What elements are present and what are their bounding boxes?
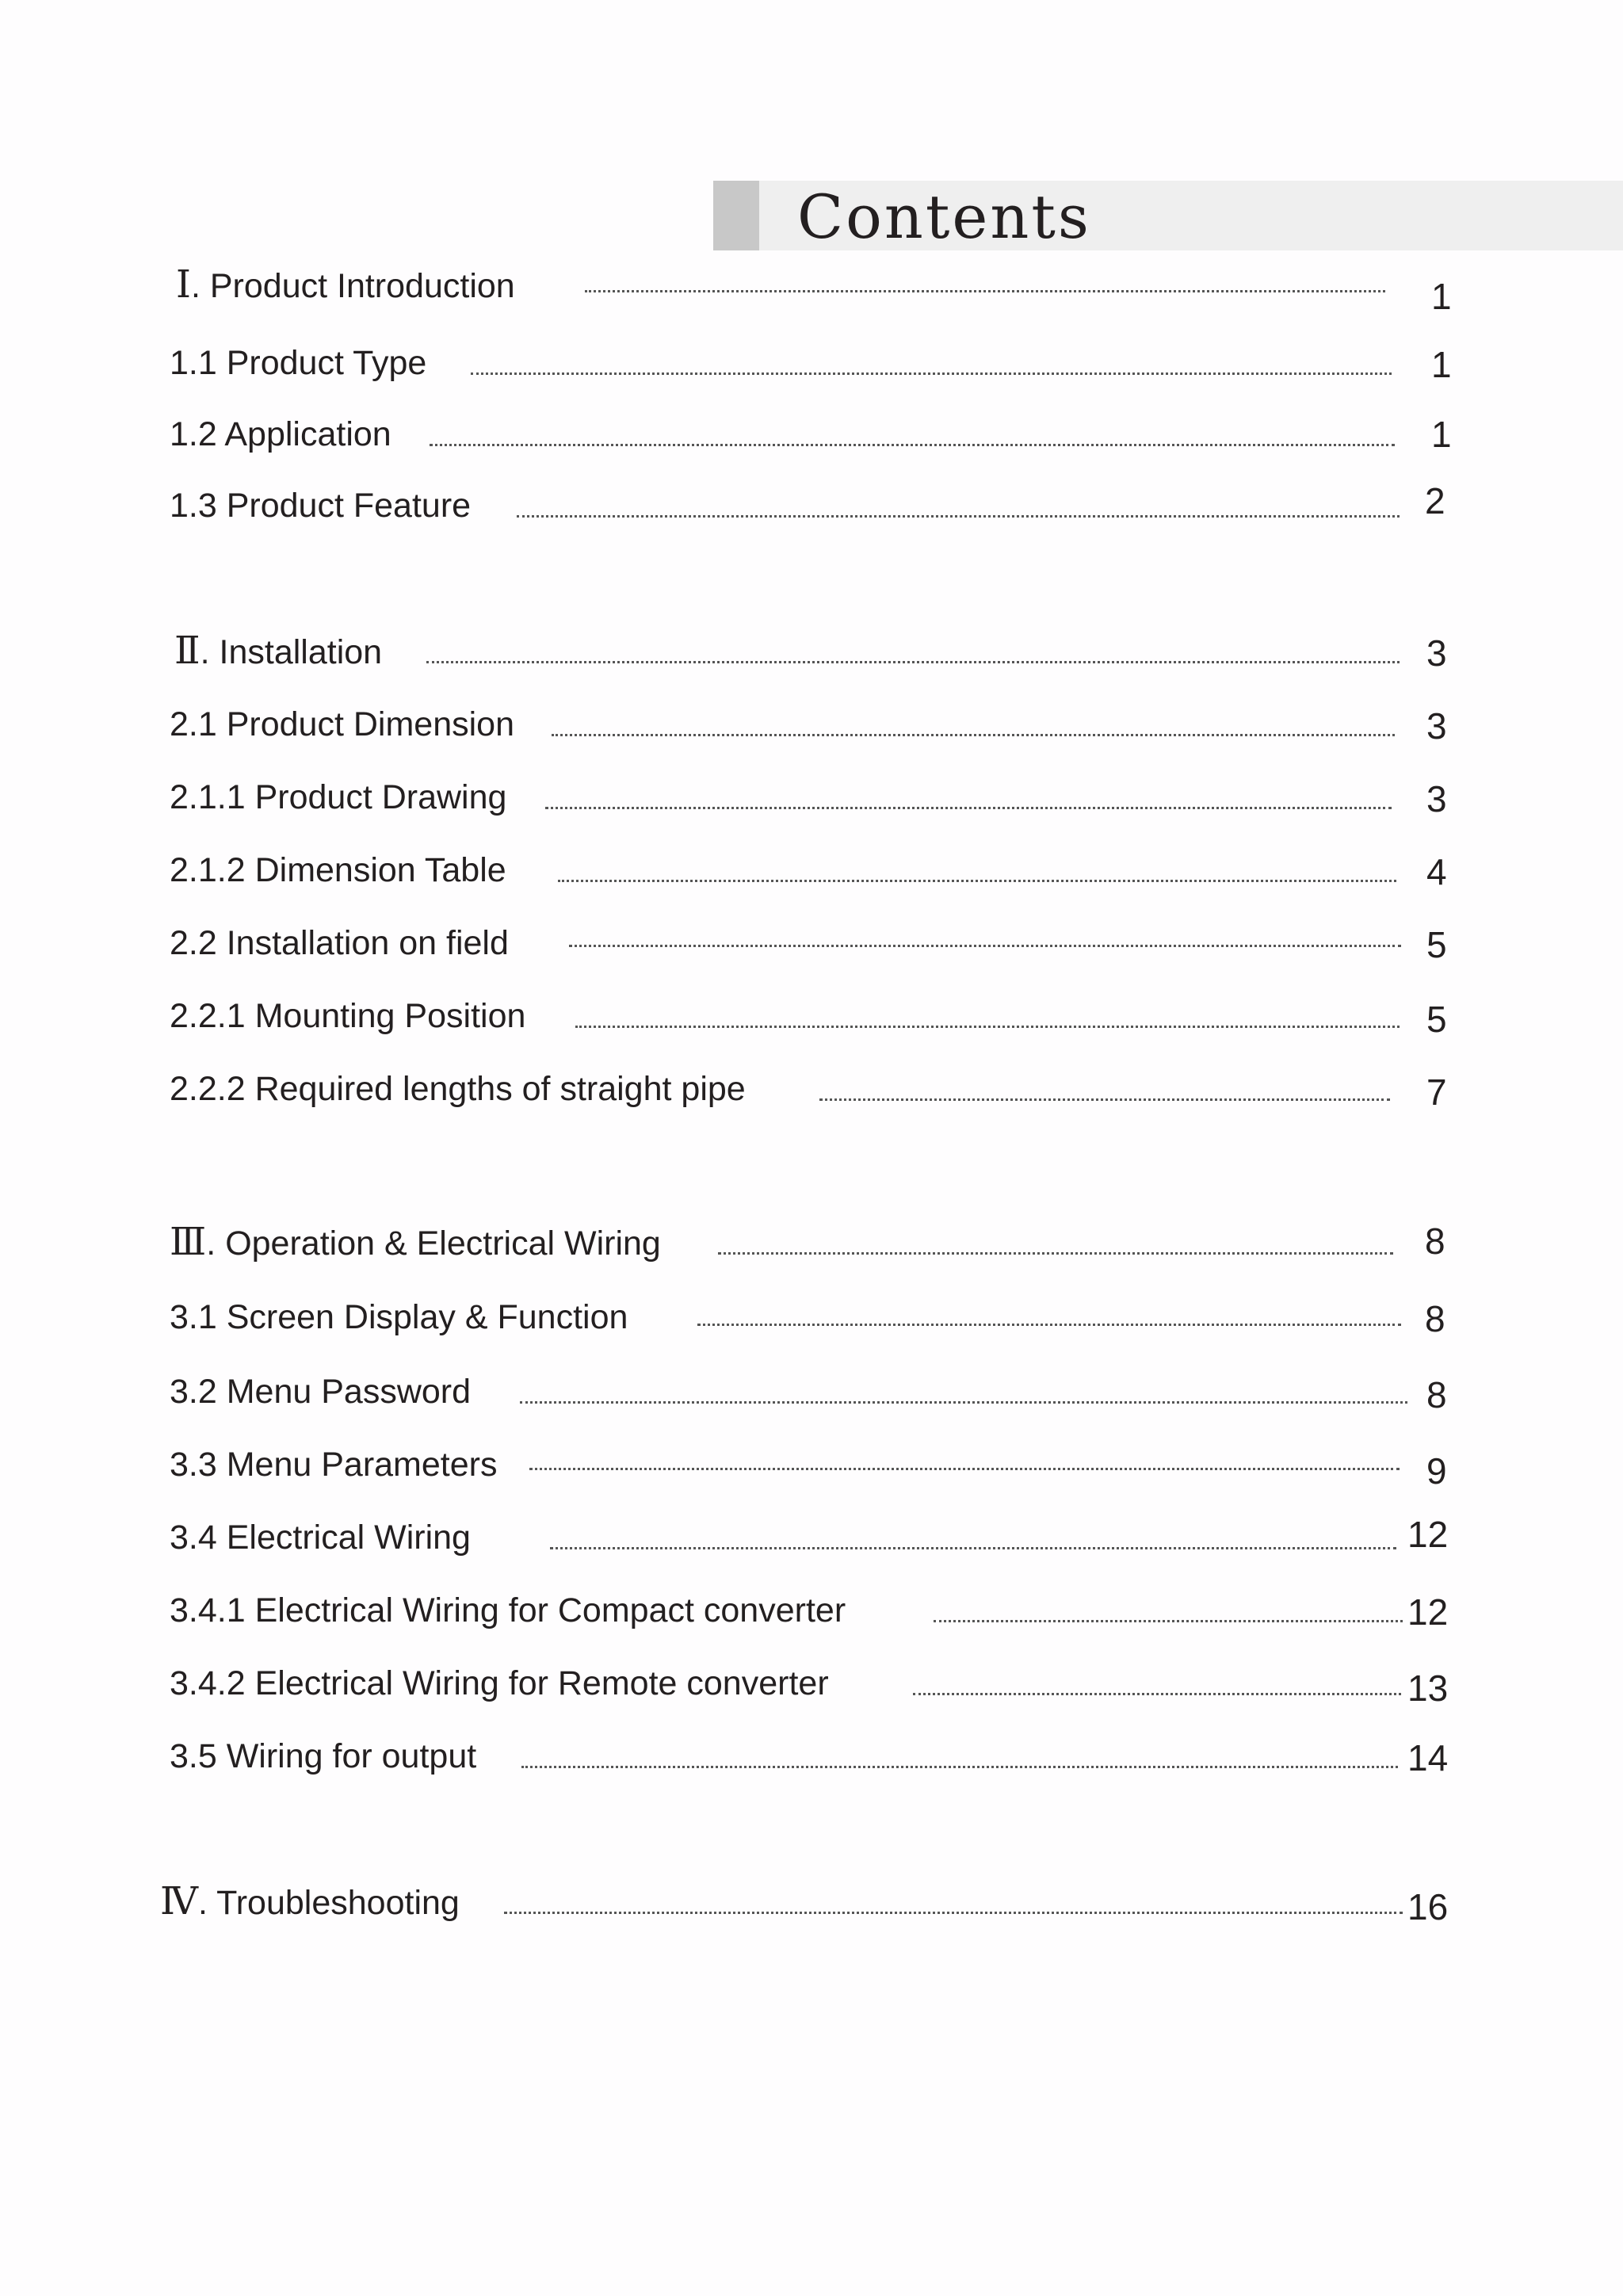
toc-entry-title: 3.2 Menu Password bbox=[170, 1373, 472, 1411]
toc-entry-title: 2.1.2 Dimension Table bbox=[170, 851, 506, 889]
header-accent-block bbox=[713, 181, 759, 250]
toc-entry-product-type[interactable] bbox=[0, 341, 1623, 396]
toc-entry-title: . Operation & Electrical Wiring bbox=[206, 1224, 661, 1263]
section-numeral: Ⅲ bbox=[170, 1221, 207, 1263]
section-numeral: Ⅱ bbox=[174, 630, 200, 672]
toc-entry-title: 2.1 Product Dimension bbox=[170, 705, 514, 743]
toc-entry-menu-parameters[interactable] bbox=[0, 1442, 1623, 1498]
toc-entry-installation-on-field[interactable] bbox=[0, 921, 1623, 976]
toc-entry-title: . Troubleshooting bbox=[197, 1884, 460, 1922]
dot-leader bbox=[550, 1547, 1396, 1549]
toc-entry-label bbox=[170, 848, 506, 892]
page-title: Contents bbox=[797, 181, 1091, 252]
toc-entry-label bbox=[170, 775, 506, 819]
toc-entry-label bbox=[170, 921, 509, 965]
dot-leader bbox=[426, 661, 1400, 663]
toc-entry-label bbox=[170, 341, 426, 385]
dot-leader bbox=[718, 1252, 1393, 1255]
toc-entry-title: 3.4.2 Electrical Wiring for Remote converter bbox=[170, 1664, 829, 1702]
toc-entry-dimension-table[interactable] bbox=[0, 848, 1623, 904]
toc-entry-label bbox=[174, 629, 382, 674]
toc-entry-label bbox=[176, 263, 515, 308]
toc-entry-title: 3.4.1 Electrical Wiring for Compact converter bbox=[170, 1591, 846, 1629]
toc-entry-application[interactable] bbox=[0, 412, 1623, 468]
toc-page-number: 1 bbox=[1431, 414, 1452, 455]
dot-leader bbox=[529, 1468, 1400, 1470]
toc-page-number: 7 bbox=[1426, 1072, 1447, 1113]
toc-entry-product-dimension[interactable] bbox=[0, 702, 1623, 758]
toc-entry-title: . Product Introduction bbox=[190, 267, 515, 305]
toc-entry-label bbox=[170, 1588, 846, 1633]
dot-leader bbox=[471, 372, 1392, 375]
toc-entry-label bbox=[170, 1661, 829, 1706]
toc-entry-title: 1.3 Product Feature bbox=[170, 487, 472, 525]
dot-leader bbox=[569, 945, 1401, 947]
toc-page-number: 3 bbox=[1426, 778, 1447, 819]
dot-leader bbox=[521, 1766, 1398, 1768]
toc-entry-label bbox=[170, 702, 514, 747]
dot-leader bbox=[575, 1026, 1400, 1028]
toc-entry-label bbox=[170, 1295, 628, 1339]
toc-entry-label bbox=[170, 1734, 476, 1778]
toc-entry-wiring-for-output[interactable] bbox=[0, 1734, 1623, 1790]
toc-page-number: 8 bbox=[1426, 1374, 1447, 1415]
dot-leader bbox=[913, 1693, 1401, 1695]
toc-page-number: 12 bbox=[1407, 1514, 1449, 1555]
toc-entry-title: 2.2 Installation on field bbox=[170, 924, 509, 962]
toc-page-number: 13 bbox=[1407, 1668, 1449, 1709]
toc-entry-mounting-position[interactable] bbox=[0, 994, 1623, 1049]
toc-page-number: 8 bbox=[1425, 1298, 1445, 1339]
dot-leader bbox=[585, 290, 1385, 292]
toc-entry-label bbox=[160, 1880, 460, 1925]
toc-page-number: 5 bbox=[1426, 999, 1447, 1040]
toc-entry-title: 2.1.1 Product Drawing bbox=[170, 778, 507, 816]
toc-entry-label bbox=[170, 1067, 746, 1111]
toc-entry-product-drawing[interactable] bbox=[0, 775, 1623, 831]
toc-page-number: 3 bbox=[1426, 705, 1447, 747]
dot-leader bbox=[430, 444, 1395, 446]
toc-entry-label bbox=[170, 994, 525, 1038]
toc-entry-compact-converter-wiring[interactable] bbox=[0, 1588, 1623, 1644]
toc-page-number: 12 bbox=[1407, 1591, 1449, 1633]
toc-entry-remote-converter-wiring[interactable] bbox=[0, 1661, 1623, 1717]
toc-page-number: 5 bbox=[1426, 924, 1447, 965]
dot-leader bbox=[545, 807, 1392, 809]
toc-entry-title: 1.1 Product Type bbox=[170, 344, 427, 382]
dot-leader bbox=[552, 734, 1395, 736]
toc-page-number: 8 bbox=[1425, 1221, 1445, 1262]
toc-entry-title: 2.2.2 Required lengths of straight pipe bbox=[170, 1070, 746, 1108]
toc-page-number: 16 bbox=[1407, 1886, 1449, 1927]
dot-leader bbox=[819, 1098, 1390, 1101]
dot-leader bbox=[558, 880, 1396, 882]
toc-entry-menu-password[interactable] bbox=[0, 1370, 1623, 1425]
toc-entry-title: 3.5 Wiring for output bbox=[170, 1737, 477, 1775]
toc-entry-title: . Installation bbox=[200, 633, 383, 671]
dot-leader bbox=[517, 515, 1400, 518]
toc-entry-product-feature[interactable] bbox=[0, 480, 1623, 539]
toc-entry-title: 3.3 Menu Parameters bbox=[170, 1446, 498, 1484]
toc-entry-label bbox=[170, 1370, 471, 1414]
toc-entry-screen-display[interactable] bbox=[0, 1295, 1623, 1350]
toc-entry-product-introduction[interactable] bbox=[0, 263, 1623, 319]
toc-page-number: 2 bbox=[1425, 480, 1445, 521]
toc-page-number: 1 bbox=[1431, 276, 1452, 317]
toc-entry-operation-electrical-wiring[interactable] bbox=[0, 1221, 1623, 1276]
dot-leader bbox=[520, 1401, 1407, 1404]
dot-leader bbox=[504, 1912, 1403, 1914]
toc-page-number: 1 bbox=[1431, 344, 1452, 385]
toc-entry-troubleshooting[interactable] bbox=[0, 1880, 1623, 1935]
toc-entry-label bbox=[170, 1221, 661, 1266]
section-numeral: Ⅰ bbox=[176, 264, 191, 306]
toc-entry-label bbox=[170, 1515, 471, 1560]
toc-page-number: 3 bbox=[1426, 632, 1447, 674]
dot-leader bbox=[697, 1324, 1401, 1326]
toc-page-number: 14 bbox=[1407, 1737, 1449, 1778]
toc-entry-title: 3.4 Electrical Wiring bbox=[170, 1519, 471, 1557]
toc-entry-label bbox=[170, 483, 471, 528]
toc-entry-label bbox=[170, 412, 391, 457]
toc-entry-title: 2.2.1 Mounting Position bbox=[170, 997, 526, 1035]
toc-entry-title: 1.2 Application bbox=[170, 415, 391, 453]
toc-entry-installation[interactable] bbox=[0, 629, 1623, 685]
toc-entry-electrical-wiring[interactable] bbox=[0, 1515, 1623, 1571]
toc-entry-straight-pipe[interactable] bbox=[0, 1067, 1623, 1122]
toc-page-number: 4 bbox=[1426, 851, 1447, 892]
dot-leader bbox=[934, 1620, 1403, 1622]
toc-page-number: 9 bbox=[1426, 1450, 1447, 1492]
toc-entry-label bbox=[170, 1442, 497, 1487]
section-numeral: Ⅳ bbox=[160, 1881, 198, 1923]
toc-entry-title: 3.1 Screen Display & Function bbox=[170, 1298, 628, 1336]
